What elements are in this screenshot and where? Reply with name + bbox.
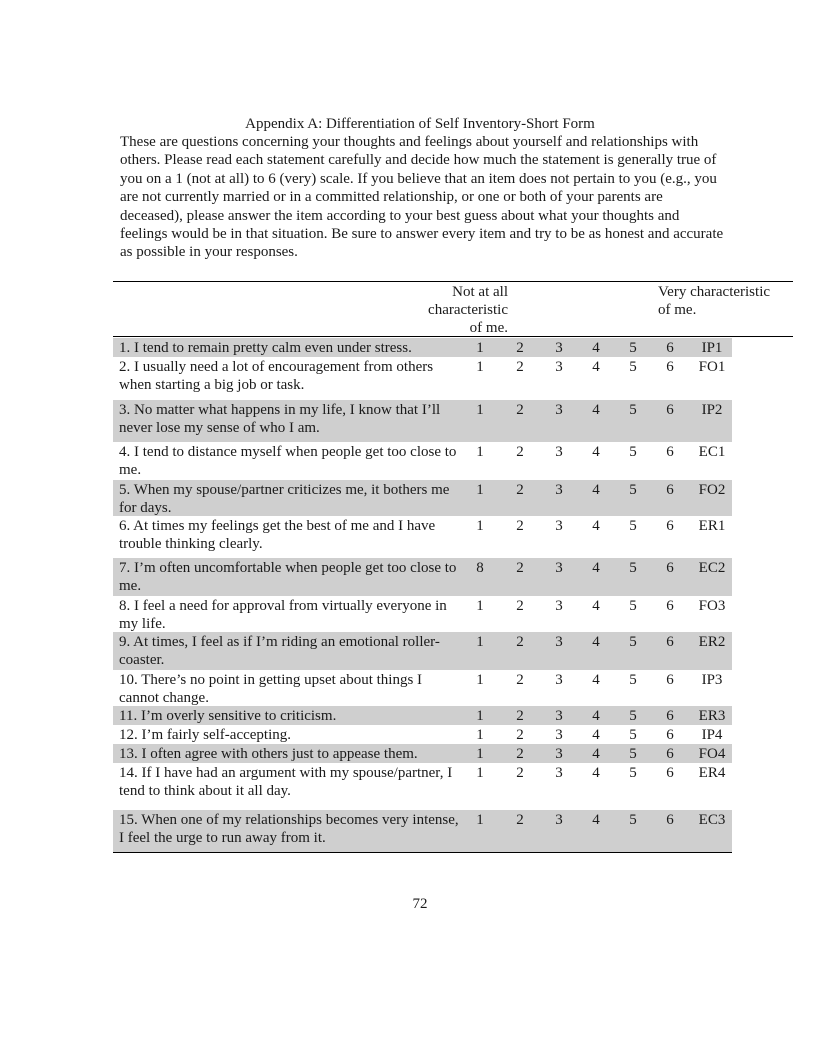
scale-value: 2: [516, 765, 524, 781]
scale-value: 1: [476, 340, 484, 356]
subscale-code: IP3: [701, 672, 723, 688]
scale-value: 1: [476, 746, 484, 762]
table-row: [113, 670, 732, 706]
item-statement: 14. If I have had an argument with my spouse/partner, I tend to think about it all day.: [119, 765, 453, 800]
scale-value: 4: [592, 727, 600, 743]
scale-value: 1: [476, 444, 484, 460]
scale-value: 6: [666, 634, 674, 650]
table-row: [113, 400, 732, 442]
subscale-code: EC2: [698, 560, 726, 576]
table-header-rule: [113, 336, 793, 337]
scale-value: 3: [555, 482, 563, 498]
scale-value: 2: [516, 359, 524, 375]
scale-value: 1: [476, 727, 484, 743]
scale-value: 4: [592, 482, 600, 498]
scale-value: 5: [629, 672, 637, 688]
scale-value: 5: [629, 812, 637, 828]
subscale-code: EC3: [698, 812, 726, 828]
subscale-code: ER4: [698, 765, 726, 781]
scale-value: 5: [629, 518, 637, 534]
scale-value: 2: [516, 812, 524, 828]
scale-value: 3: [555, 708, 563, 724]
scale-value: 6: [666, 359, 674, 375]
scale-value: 3: [555, 812, 563, 828]
table-row: [113, 725, 732, 744]
scale-value: 4: [592, 634, 600, 650]
scale-value: 1: [476, 765, 484, 781]
scale-value: 4: [592, 444, 600, 460]
scale-value: 1: [476, 402, 484, 418]
scale-value: 2: [516, 634, 524, 650]
scale-value: 3: [555, 560, 563, 576]
subscale-code: IP4: [701, 727, 723, 743]
scale-value: 4: [592, 765, 600, 781]
subscale-code: IP2: [701, 402, 723, 418]
item-statement: 12. I’m fairly self-accepting.: [119, 727, 292, 743]
scale-value: 3: [555, 634, 563, 650]
scale-value: 4: [592, 518, 600, 534]
table-row: [113, 338, 732, 357]
item-statement: 2. I usually need a lot of encouragement from others when starting a big job or task.: [119, 359, 434, 394]
item-statement: 3. No matter what happens in my life, I know that I’ll never lose my sense of who I am.: [119, 402, 441, 437]
scale-value: 6: [666, 708, 674, 724]
scale-value: 5: [629, 746, 637, 762]
subscale-code: IP1: [701, 340, 723, 356]
scale-value: 6: [666, 765, 674, 781]
scale-value: 3: [555, 340, 563, 356]
item-statement: 7. I’m often uncomfortable when people get too close to me.: [119, 560, 457, 595]
scale-value: 6: [666, 340, 674, 356]
item-statement: 15. When one of my relationships becomes very intense, I feel the urge to run away from it.: [119, 812, 459, 847]
scale-value: 3: [555, 359, 563, 375]
header-very-characteristic: [658, 283, 798, 319]
scale-value: 3: [555, 598, 563, 614]
table-row: [113, 763, 732, 810]
scale-value: 3: [555, 444, 563, 460]
scale-value: 5: [629, 482, 637, 498]
header-right-line: of me.: [658, 302, 697, 318]
scale-value: 6: [666, 598, 674, 614]
item-statement: 11. I’m overly sensitive to criticism.: [119, 708, 337, 724]
scale-value: 4: [592, 598, 600, 614]
scale-value: 6: [666, 402, 674, 418]
scale-value: 5: [629, 340, 637, 356]
scale-value: 1: [476, 708, 484, 724]
scale-value: 4: [592, 812, 600, 828]
table-row: [113, 558, 732, 596]
scale-value: 2: [516, 518, 524, 534]
header-left-line: Not at all: [452, 284, 508, 300]
subscale-code: FO4: [698, 746, 726, 762]
scale-value: 2: [516, 672, 524, 688]
scale-value: 5: [629, 560, 637, 576]
scale-value: 6: [666, 482, 674, 498]
scale-value: 6: [666, 812, 674, 828]
scale-value: 6: [666, 444, 674, 460]
item-statement: 5. When my spouse/partner criticizes me, it bothers me for days.: [119, 482, 450, 517]
subscale-code: EC1: [698, 444, 726, 460]
scale-value: 5: [629, 634, 637, 650]
subscale-code: ER2: [698, 634, 726, 650]
scale-value: 6: [666, 727, 674, 743]
scale-value: 2: [516, 402, 524, 418]
scale-value: 2: [516, 727, 524, 743]
subscale-code: FO3: [698, 598, 726, 614]
scale-value: 3: [555, 727, 563, 743]
table-row: [113, 516, 732, 558]
scale-value: 3: [555, 402, 563, 418]
item-statement: 13. I often agree with others just to appease them.: [119, 746, 418, 762]
scale-value: 2: [516, 444, 524, 460]
header-right-line: Very characteristic: [658, 284, 771, 300]
header-left-line: of me.: [469, 320, 508, 336]
scale-value: 1: [476, 359, 484, 375]
scale-value: 2: [516, 482, 524, 498]
item-statement: 4. I tend to distance myself when people get too close to me.: [119, 444, 457, 479]
scale-value: 4: [592, 560, 600, 576]
scale-value: 6: [666, 672, 674, 688]
item-statement: 6. At times my feelings get the best of me and I have trouble thinking clearly.: [119, 518, 436, 553]
scale-value: 5: [629, 765, 637, 781]
scale-value: 4: [592, 340, 600, 356]
scale-value: 1: [476, 634, 484, 650]
scale-value: 5: [629, 727, 637, 743]
table-row: [113, 744, 732, 763]
scale-value: 4: [592, 746, 600, 762]
header-not-at-all: [412, 283, 508, 337]
scale-value: 5: [629, 444, 637, 460]
page-number: 72: [412, 896, 428, 912]
scale-value: 6: [666, 746, 674, 762]
scale-value: 4: [592, 672, 600, 688]
header-left-line: characteristic: [428, 302, 508, 318]
table-row: [113, 596, 732, 632]
scale-value: 1: [476, 482, 484, 498]
scale-value: 3: [555, 746, 563, 762]
item-statement: 9. At times, I feel as if I’m riding an emotional roller-coaster.: [119, 634, 440, 669]
table-row: [113, 442, 732, 480]
item-statement: 8. I feel a need for approval from virtually everyone in my life.: [119, 598, 447, 633]
scale-value: 5: [629, 598, 637, 614]
table-row: [113, 810, 732, 852]
scale-value: 6: [666, 560, 674, 576]
scale-value: 4: [592, 708, 600, 724]
scale-value: 3: [555, 672, 563, 688]
subscale-code: FO1: [698, 359, 726, 375]
table-row: [113, 632, 732, 670]
scale-value: 1: [476, 672, 484, 688]
scale-value: 2: [516, 340, 524, 356]
scale-value: 3: [555, 518, 563, 534]
scale-value: 5: [629, 359, 637, 375]
scale-value: 4: [592, 402, 600, 418]
table-top-rule: [113, 281, 793, 282]
scale-value: 1: [476, 518, 484, 534]
subscale-code: ER3: [698, 708, 726, 724]
table-row: [113, 357, 732, 400]
scale-value: 8: [476, 560, 484, 576]
scale-value: 1: [476, 598, 484, 614]
scale-value: 2: [516, 598, 524, 614]
table-row: [113, 480, 732, 516]
item-statement: 1. I tend to remain pretty calm even under stress.: [119, 340, 412, 356]
instructions-paragraph: These are questions concerning your thoughts and feelings about yourself and relationships with others. Please read each statement carefully and decide how much the statement is generally true of you on a 1 (not at all) to 6 (very) scale. If you believe that an item does not pertain to you (e.g., you are not currently married or in a committed relationship, or one or both of your parents are deceased), please answer the item according to your best guess about what your thoughts and feelings would be in that situation. Be sure to answer every item and try to be as honest and accurate as possible in your responses.: [120, 134, 724, 261]
subscale-code: ER1: [698, 518, 726, 534]
scale-value: 3: [555, 765, 563, 781]
subscale-code: FO2: [698, 482, 726, 498]
scale-value: 6: [666, 518, 674, 534]
scale-value: 2: [516, 708, 524, 724]
item-statement: 10. There’s no point in getting upset about things I cannot change.: [119, 672, 423, 707]
scale-value: 2: [516, 746, 524, 762]
scale-value: 1: [476, 812, 484, 828]
appendix-title: Appendix A: Differentiation of Self Inventory-Short Form: [245, 116, 595, 132]
table-row: [113, 706, 732, 725]
scale-value: 5: [629, 402, 637, 418]
scale-value: 2: [516, 560, 524, 576]
scale-value: 5: [629, 708, 637, 724]
scale-value: 4: [592, 359, 600, 375]
table-bottom-rule: [113, 852, 732, 853]
